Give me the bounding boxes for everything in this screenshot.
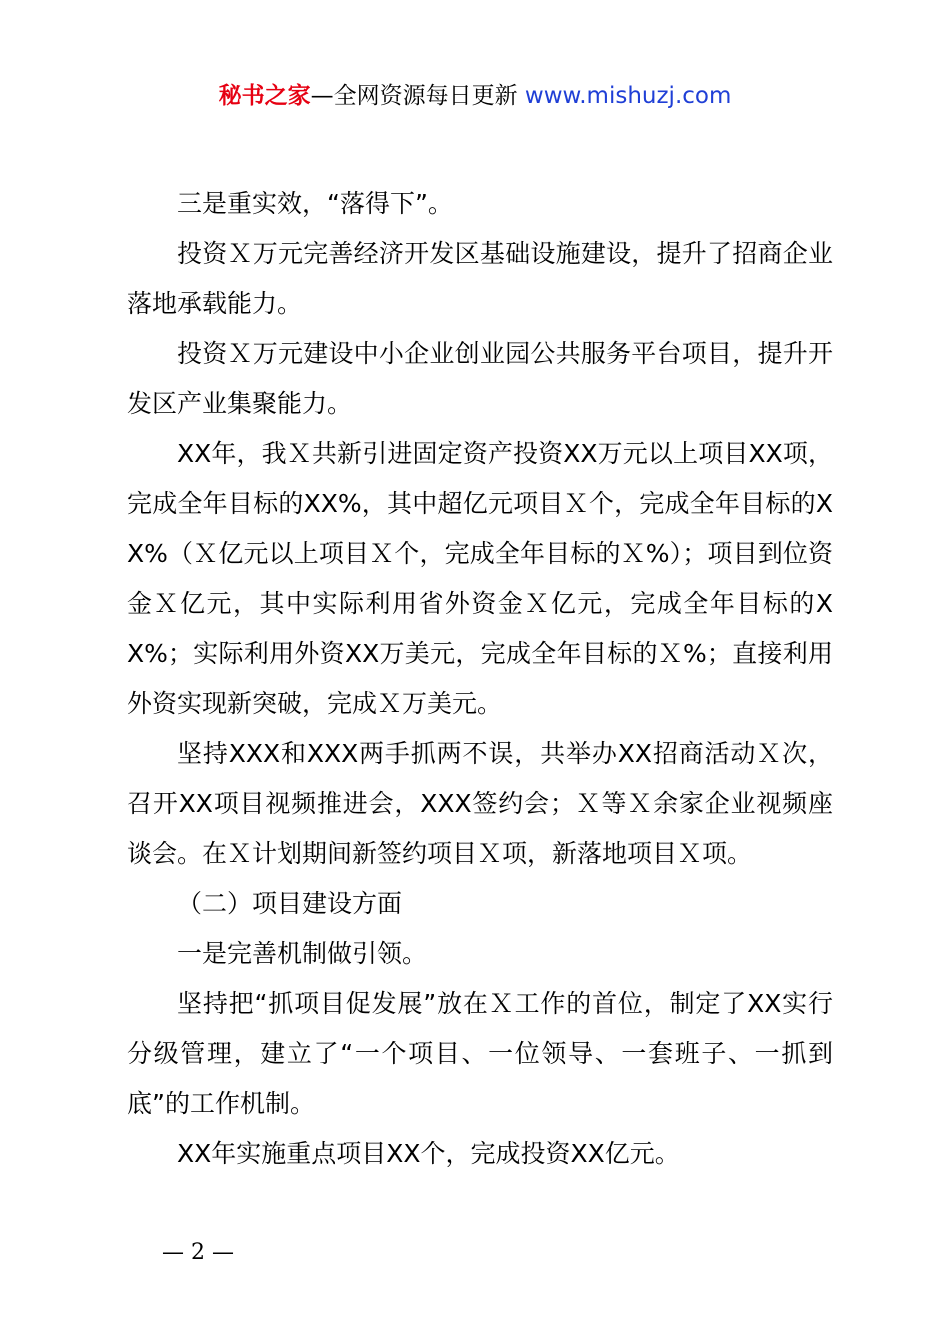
paragraph: XX年实施重点项目XX个，完成投资XX亿元。 <box>177 1139 680 1168</box>
paragraph: 一是完善机制做引领。 <box>177 939 428 968</box>
paragraph: 坚持XXX和XXX两手抓两不误，共举办XX招商活动Ｘ次，召开XX项目视频推进会，XXX签约会；Ｘ等Ｘ余家企业视频座谈会。在Ｘ计划期间新签约项目Ｘ项，新落地项目Ｘ项。 <box>127 739 833 868</box>
document-body <box>127 179 833 1179</box>
site-url[interactable]: www.mishuzj.com <box>524 83 732 109</box>
brand-name: 秘书之家 <box>218 83 311 109</box>
paragraph: 三是重实效，“落得下”。 <box>177 189 453 218</box>
site-header <box>0 80 950 112</box>
paragraph: XX年，我Ｘ共新引进固定资产投资XX万元以上项目XX项，完成全年目标的XX%，其中超亿元项目Ｘ个，完成全年目标的XX%（Ｘ亿元以上项目Ｘ个，完成全年目标的Ｘ%）；项目到位资金Ｘ亿元，其中实际利用省外资金Ｘ亿元，完成全年目标的XX%；实际利用外资XX万美元，完成全年目标的Ｘ%；直接利用外资实现新突破，完成Ｘ万美元。 <box>127 439 833 718</box>
section-heading: （二）项目建设方面 <box>177 889 403 918</box>
page-number: — 2 — <box>162 1240 234 1265</box>
header-tagline: —全网资源每日更新 <box>310 83 525 109</box>
paragraph: 投资Ｘ万元建设中小企业创业园公共服务平台项目，提升开发区产业集聚能力。 <box>127 339 833 418</box>
paragraph: 投资Ｘ万元完善经济开发区基础设施建设，提升了招商企业落地承载能力。 <box>127 239 833 318</box>
paragraph: 坚持把“抓项目促发展”放在Ｘ工作的首位，制定了XX实行分级管理，建立了“一个项目、一位领导、一套班子、一抓到底”的工作机制。 <box>127 989 833 1118</box>
